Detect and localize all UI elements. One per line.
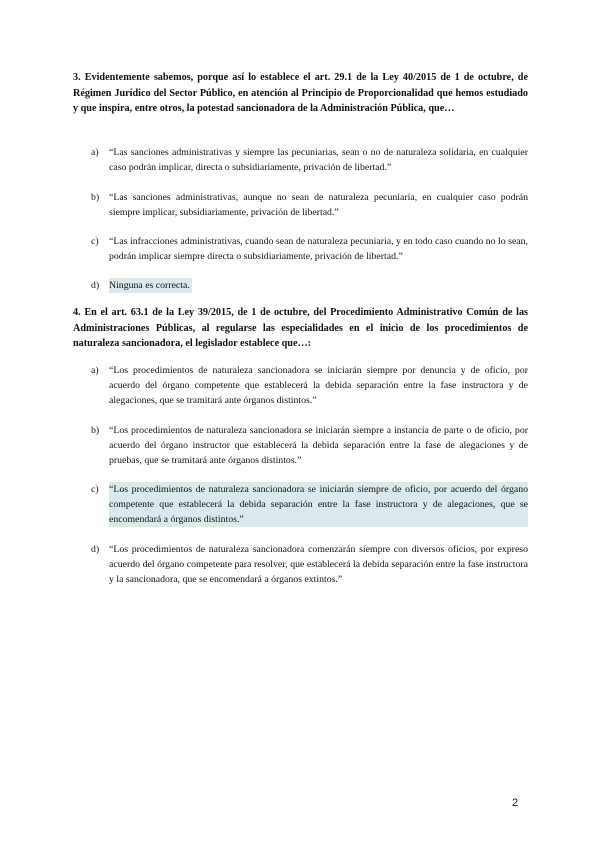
q4-option-c-highlighted [91,482,528,527]
option-letter: a) [91,147,99,158]
option-letter: a) [91,365,99,376]
option-letter: d) [91,544,100,555]
q3-option-c [91,234,528,264]
q3-option-b [91,190,528,220]
option-text: “Los procedimientos de naturaleza sancionadora comenzarán siempre con diversos oficios, por expreso acuerdo del órgano competente para resolver, que establecerá la debida separación entre la fase instructora y la sancionadora, que se encomendará a órganos extintos.” [109,544,528,585]
question-4: 4. En el art. 63.1 de la Ley 39/2015, de 1 de octubre, del Procedimiento Administrativo Común de las Administraciones Públicas, al regularse las especialidades en el inicio de los procedimientos de naturaleza sancionadora, el legislador establece que…: [73,307,528,349]
option-letter: b) [91,192,100,203]
option-letter: c) [91,236,99,247]
option-text: “Las sanciones administrativas, aunque no sean de naturaleza pecuniaria, en cualquier caso podrán siempre implicar, subsidiariamente, privación de libertad.” [109,192,528,218]
option-text: “Las sanciones administrativas y siempre las pecuniarias, sean o no de naturaleza solidaria, en cualquier caso podrán implicar, directa o subsidiariamente, privación de libertad.” [109,147,528,173]
option-text: “Los procedimientos de naturaleza sancionadora se iniciarán siempre por denuncia y de oficio, por acuerdo del órgano competente que establecerá la debida separación entre la fase instructora y de alegaciones, que se tramitará ante órganos distintos.” [109,365,528,406]
option-letter: b) [91,425,100,436]
q3-option-a [91,145,528,175]
option-text: “Los procedimientos de naturaleza sancionadora se iniciarán siempre de oficio, por acuerdo del órgano competente que establecerá la debida separación entre la fase instructora y de alegaciones, que se encomendará a órganos distintos.” [109,484,528,525]
q4-option-b [91,423,528,468]
option-text: “Los procedimientos de naturaleza sancionadora se iniciarán siempre a instancia de parte o de oficio, por acuerdo del órgano instructor que establecerá la debida separación entre la fase de alegaciones y de pruebas, que se tramitará ante órganos distintos.” [109,425,528,466]
option-text: “Las infracciones administrativas, cuando sean de naturaleza pecuniaria, y en todo caso cuando no lo sean, podrán implicar siempre directa o subsidiariamente, privación de libertad.” [109,236,528,262]
page-number: 2 [512,797,519,809]
q3-option-d-highlighted [91,278,528,293]
option-text: Ninguna es correcta. [109,280,190,291]
q4-option-d [91,542,528,587]
option-letter: d) [91,280,100,291]
option-letter: c) [91,484,99,495]
question-3: 3. Evidentemente sabemos, porque así lo establece el art. 29.1 de la Ley 40/2015 de 1 de octubre, de Régimen Jurídico del Sector Público, en atención al Principio de Proporcionalidad que hemos estudiado y que inspira, entre otros, la potestad sancionadora de la Administración Pública, que… [73,72,528,114]
q4-option-a [91,363,528,408]
